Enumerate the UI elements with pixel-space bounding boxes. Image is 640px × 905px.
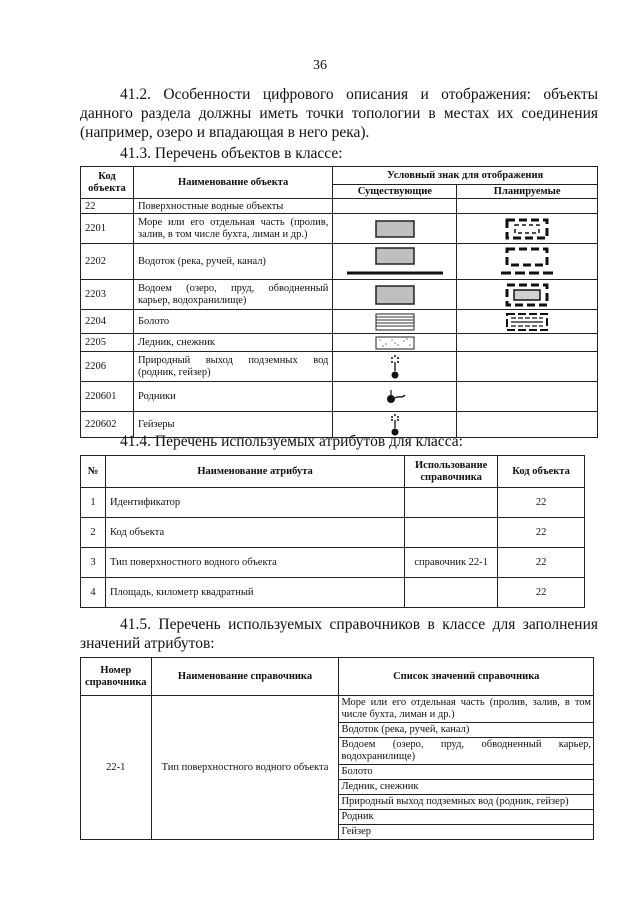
cell-code: 2204 — [81, 310, 134, 334]
table-row — [81, 548, 585, 578]
table-row — [81, 518, 585, 548]
cell-num: 4 — [81, 578, 106, 608]
table-row — [81, 382, 598, 412]
cell-name: Болото — [133, 310, 332, 334]
cell-num: 3 — [81, 548, 106, 578]
cell-usage — [405, 488, 498, 518]
cell-num: 1 — [81, 488, 106, 518]
table-row — [81, 199, 598, 214]
cell-code: 22 — [498, 488, 585, 518]
cell-name: Идентификатор — [105, 488, 404, 518]
cell-code: 2205 — [81, 334, 134, 352]
spring-outlet-existing-symbol — [387, 354, 403, 380]
table-row — [81, 488, 585, 518]
cell-code: 2206 — [81, 352, 134, 382]
list-item: Родник — [339, 810, 593, 825]
cell-code: 220601 — [81, 382, 134, 412]
cell-code: 2201 — [81, 214, 134, 244]
header-name: Наименование справочника — [151, 658, 339, 696]
cell-code: 22 — [498, 578, 585, 608]
list-item: Природный выход подземных вод (родник, гейзер) — [339, 795, 593, 810]
cell-name: Поверхностные водные объекты — [133, 199, 332, 214]
paragraph-41-2 — [80, 85, 598, 142]
header-values: Список значений справочника — [339, 658, 594, 696]
cell-code: 220602 — [81, 412, 134, 438]
watercourse-existing-symbol — [345, 247, 445, 277]
cell-usage — [405, 578, 498, 608]
table-row — [81, 352, 598, 382]
cell-code: 2202 — [81, 244, 134, 280]
header-code: Код объекта — [81, 167, 134, 199]
spring-existing-symbol — [381, 387, 409, 407]
cell-code: 22 — [498, 518, 585, 548]
cell-name: Природный выход подземных вод (родник, гейзер) — [133, 352, 332, 382]
cell-num: 22-1 — [81, 696, 152, 840]
heading-41-4: 41.4. Перечень используемых атрибутов для класса: — [120, 433, 463, 450]
table-row — [81, 578, 585, 608]
header-planned: Планируемые — [457, 185, 598, 199]
glacier-existing-symbol — [375, 336, 415, 350]
cell-usage: справочник 22-1 — [405, 548, 498, 578]
heading-41-5-text: 41.5. Перечень используемых справочников в классе для заполнения значений атрибутов: — [80, 616, 598, 652]
header-usage: Использование справочника — [405, 456, 498, 488]
table-row — [81, 280, 598, 310]
cell-name: Водоток (река, ручей, канал) — [133, 244, 332, 280]
paragraph-text: Особенности цифрового описания и отображения: объекты данного раздела должны иметь точки топологии в местах их соединения (например, озеро и впадающая в него река). — [80, 86, 599, 141]
table-row — [81, 214, 598, 244]
cell-usage — [405, 518, 498, 548]
page-number: 36 — [313, 58, 327, 73]
cell-num: 2 — [81, 518, 106, 548]
cell-code: 22 — [81, 199, 134, 214]
attributes-table — [80, 455, 585, 608]
list-item: Болото — [339, 765, 593, 780]
cell-name: Площадь, километр квадратный — [105, 578, 404, 608]
cell-name: Код объекта — [105, 518, 404, 548]
watercourse-planned-symbol — [497, 247, 557, 277]
table-row — [81, 310, 598, 334]
sea-existing-symbol — [375, 220, 415, 238]
header-code: Код объекта — [498, 456, 585, 488]
header-name: Наименование объекта — [133, 167, 332, 199]
cell-name: Водоем (озеро, пруд, обводненный карьер, водохранилище) — [133, 280, 332, 310]
cell-name: Ледник, снежник — [133, 334, 332, 352]
sea-planned-symbol — [505, 218, 549, 240]
cell-name: Море или его отдельная часть (пролив, залив, в том числе бухта, лиман и др.) — [133, 214, 332, 244]
cell-name: Тип поверхностного водного объекта — [105, 548, 404, 578]
heading-41-5 — [80, 615, 598, 653]
list-item: Водоток (река, ручей, канал) — [339, 723, 593, 738]
reservoir-planned-symbol — [505, 283, 549, 307]
list-item: Море или его отдельная часть (пролив, залив, в том числе бухта, лиман и др.) — [339, 696, 593, 723]
header-num: № — [81, 456, 106, 488]
swamp-planned-symbol — [505, 312, 549, 332]
header-name: Наименование атрибута — [105, 456, 404, 488]
reservoir-existing-symbol — [375, 285, 415, 305]
table-row — [81, 334, 598, 352]
header-symbol: Условный знак для отображения — [333, 167, 598, 185]
section-number: 41.2. — [120, 86, 151, 103]
objects-table — [80, 166, 598, 438]
table-row — [81, 244, 598, 280]
cell-code: 22 — [498, 548, 585, 578]
cell-values — [339, 696, 594, 840]
table-row — [81, 696, 594, 840]
cell-name: Гейзеры — [133, 412, 332, 438]
cell-name: Тип поверхностного водного объекта — [151, 696, 339, 840]
heading-41-3: 41.3. Перечень объектов в классе: — [120, 145, 343, 162]
references-table — [80, 657, 594, 840]
header-num: Номер справочника — [81, 658, 152, 696]
swamp-existing-symbol — [375, 313, 415, 331]
list-item: Гейзер — [341, 826, 372, 837]
list-item: Ледник, снежник — [339, 780, 593, 795]
header-existing: Существующие — [333, 185, 457, 199]
list-item: Водоем (озеро, пруд, обводненный карьер, водохранилище) — [339, 738, 593, 765]
cell-name: Родники — [133, 382, 332, 412]
cell-code: 2203 — [81, 280, 134, 310]
